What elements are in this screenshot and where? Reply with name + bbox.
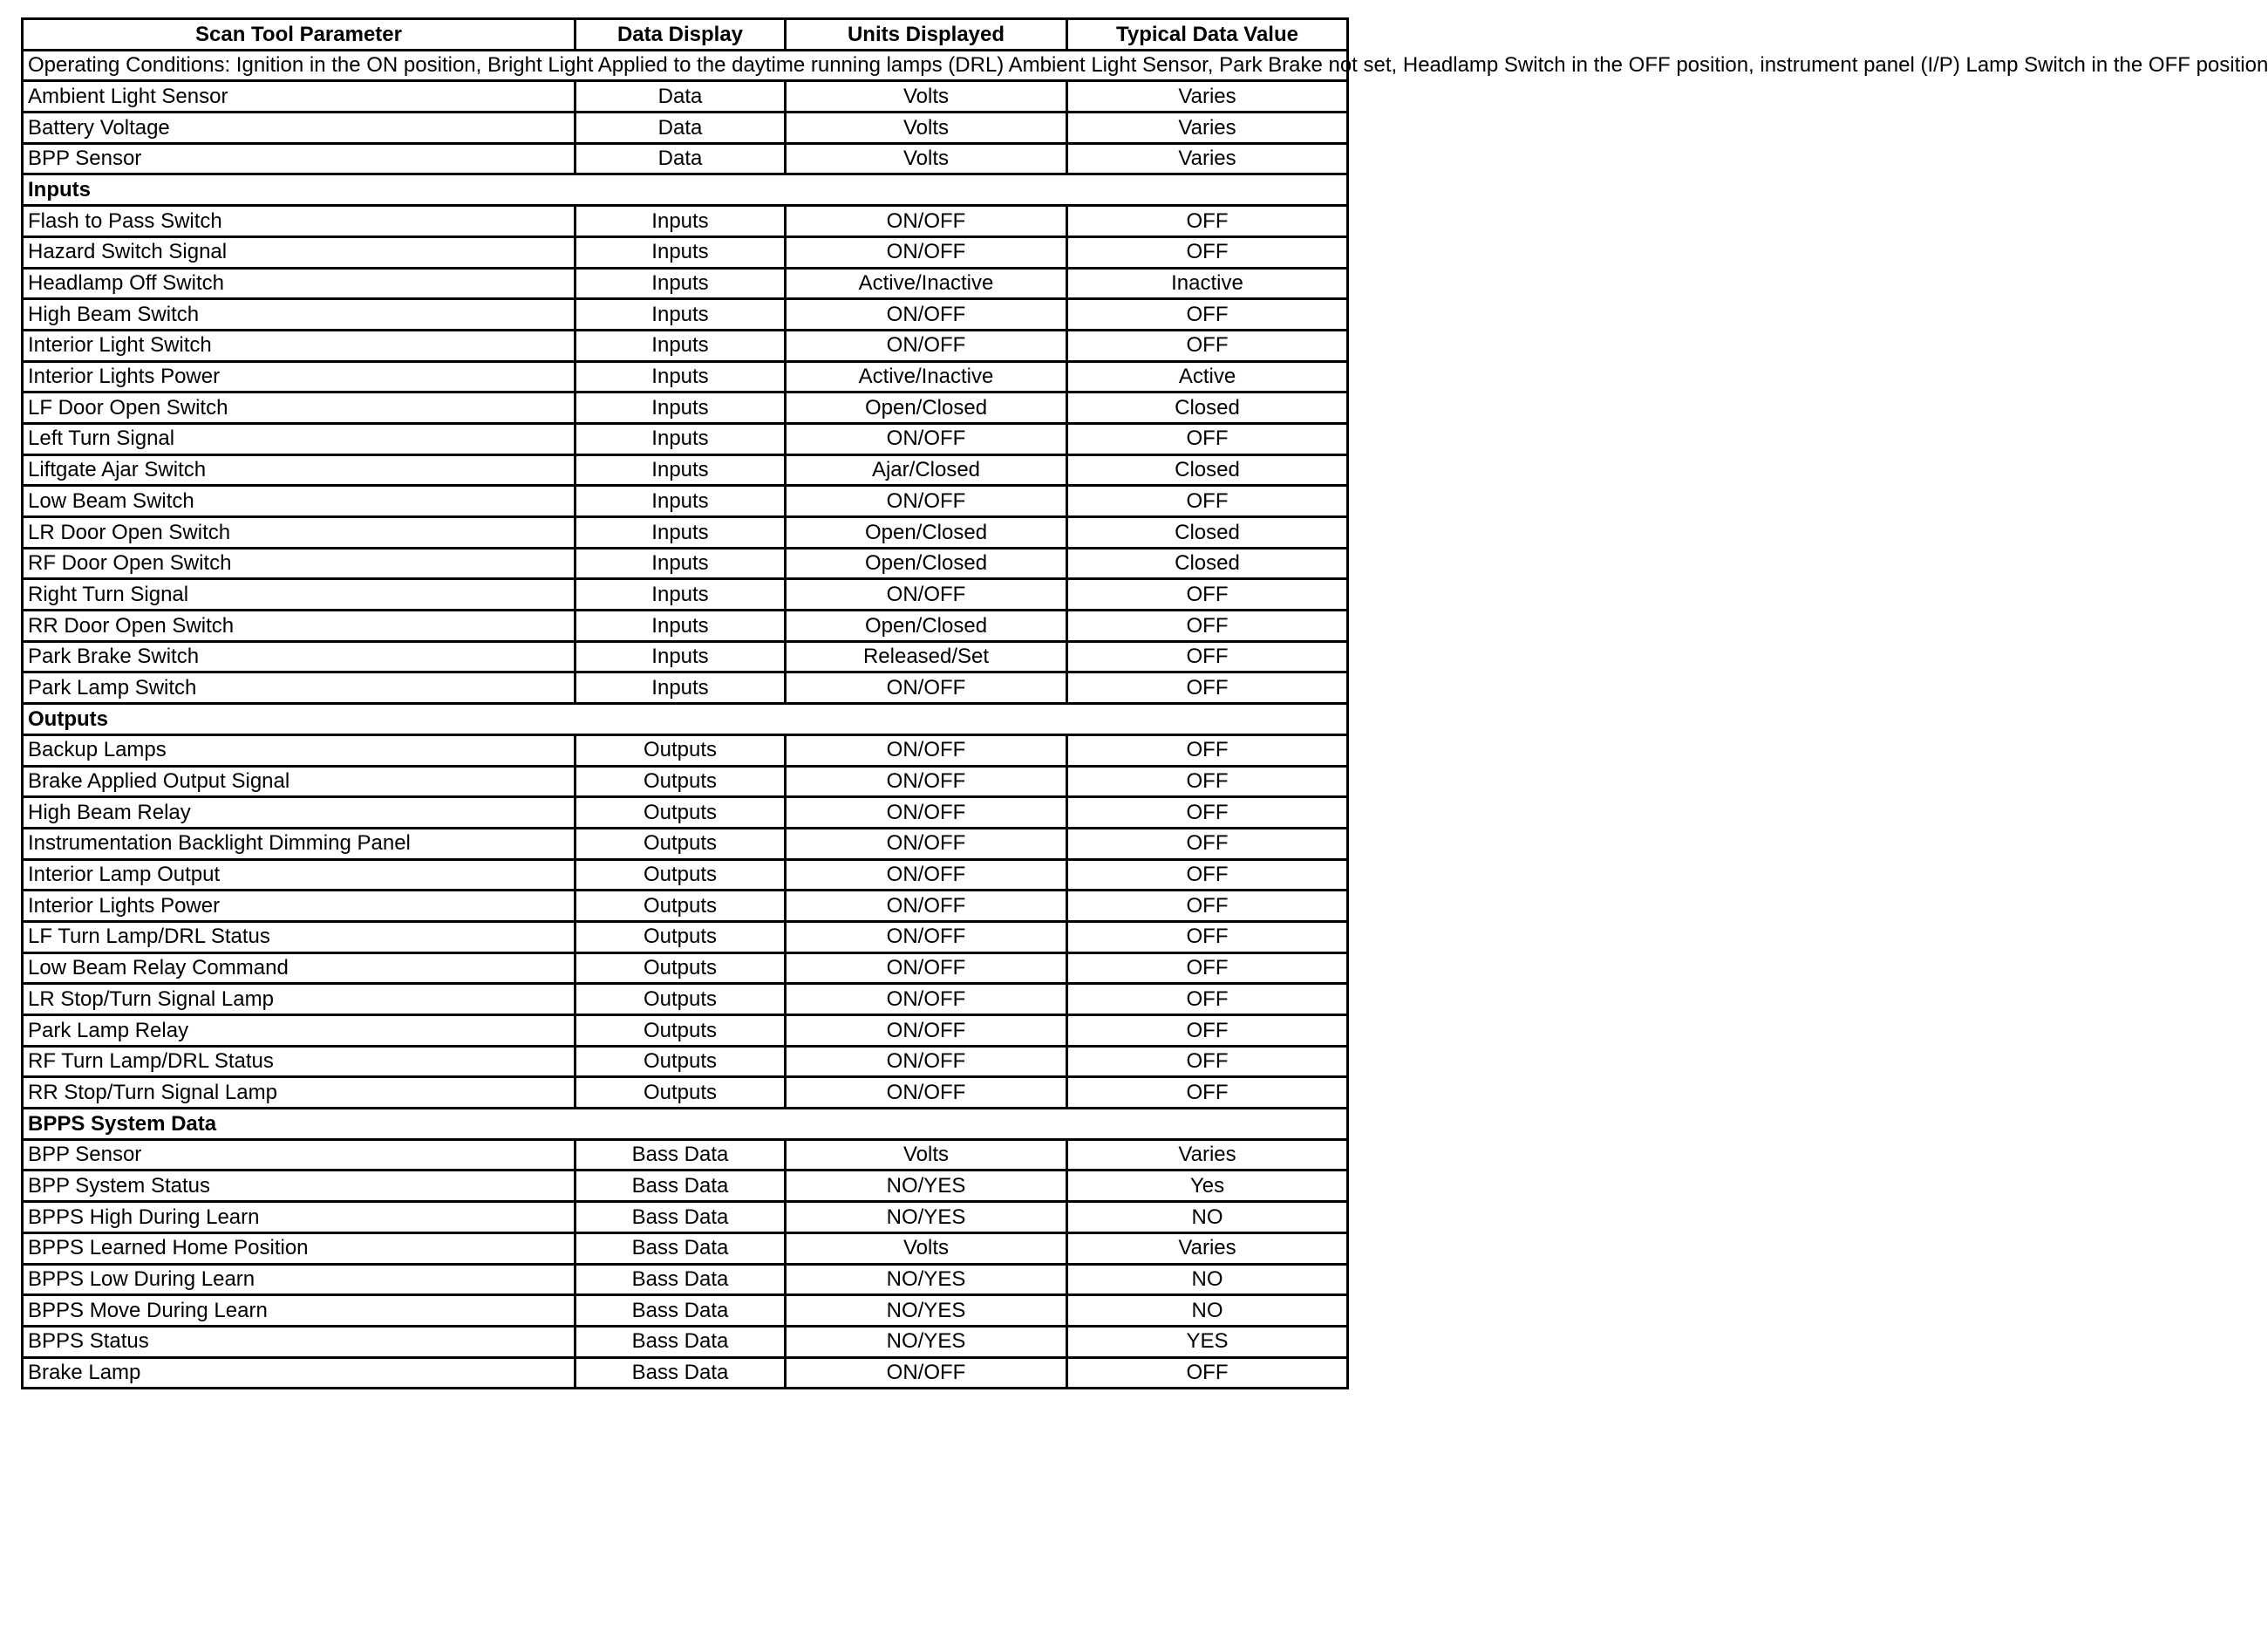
parameter-cell: Interior Lights Power <box>23 361 576 392</box>
table-row <box>23 766 1348 797</box>
parameter-cell: BPP Sensor <box>23 1139 576 1171</box>
data-display-cell: Outputs <box>576 1046 786 1077</box>
typical-value-cell: Varies <box>1067 1232 1348 1264</box>
units-cell: Open/Closed <box>786 611 1067 642</box>
units-cell: Volts <box>786 113 1067 144</box>
parameter-cell: Headlamp Off Switch <box>23 268 576 299</box>
data-display-cell: Inputs <box>576 548 786 579</box>
data-display-cell: Data <box>576 143 786 174</box>
typical-value-cell: Active <box>1067 361 1348 392</box>
units-cell: ON/OFF <box>786 423 1067 454</box>
table-row <box>23 81 1348 113</box>
table-row <box>23 236 1348 268</box>
units-cell: ON/OFF <box>786 206 1067 237</box>
parameter-cell: Right Turn Signal <box>23 579 576 611</box>
table-row <box>23 1326 1348 1357</box>
data-display-cell: Outputs <box>576 1077 786 1109</box>
parameter-cell: Low Beam Relay Command <box>23 952 576 984</box>
units-cell: NO/YES <box>786 1171 1067 1202</box>
table-body <box>23 50 2268 1389</box>
section-label: Inputs <box>23 174 1348 206</box>
data-display-cell: Inputs <box>576 672 786 704</box>
table-row <box>23 486 1348 517</box>
data-display-cell: Bass Data <box>576 1202 786 1233</box>
table-row <box>23 1077 1348 1109</box>
units-cell: Open/Closed <box>786 392 1067 424</box>
parameter-cell: Interior Light Switch <box>23 330 576 361</box>
operating-conditions: Operating Conditions: Ignition in the ON position, Bright Light Applied to the daytime running lamps (DRL) Ambient Light Sensor, Park Brake not set, Headlamp Switch in the OFF position, instrument panel (I/P) Lamp Switch in the OFF position <box>23 50 1348 81</box>
section-header-row <box>23 174 1348 206</box>
parameter-cell: BPPS Status <box>23 1326 576 1357</box>
table-row <box>23 859 1348 891</box>
parameter-cell: RR Stop/Turn Signal Lamp <box>23 1077 576 1109</box>
table-row <box>23 361 1348 392</box>
units-cell: ON/OFF <box>786 1015 1067 1047</box>
parameter-cell: Backup Lamps <box>23 734 576 766</box>
header-row <box>23 19 1348 51</box>
data-display-cell: Inputs <box>576 268 786 299</box>
typical-value-cell: OFF <box>1067 766 1348 797</box>
typical-value-cell: Yes <box>1067 1171 1348 1202</box>
typical-value-cell: OFF <box>1067 330 1348 361</box>
data-display-cell: Inputs <box>576 299 786 331</box>
typical-value-cell: OFF <box>1067 579 1348 611</box>
typical-value-cell: OFF <box>1067 921 1348 952</box>
section-label: Outputs <box>23 704 1348 735</box>
header-units-displayed: Units Displayed <box>786 19 1067 51</box>
table-row <box>23 517 1348 549</box>
table-row <box>23 330 1348 361</box>
table-row <box>23 1202 1348 1233</box>
data-display-cell: Outputs <box>576 734 786 766</box>
units-cell: ON/OFF <box>786 672 1067 704</box>
typical-value-cell: OFF <box>1067 299 1348 331</box>
table-row <box>23 734 1348 766</box>
parameter-cell: BPPS Learned Home Position <box>23 1232 576 1264</box>
data-display-cell: Inputs <box>576 236 786 268</box>
units-cell: ON/OFF <box>786 828 1067 859</box>
units-cell: ON/OFF <box>786 891 1067 922</box>
data-display-cell: Inputs <box>576 361 786 392</box>
typical-value-cell: OFF <box>1067 797 1348 829</box>
typical-value-cell: OFF <box>1067 891 1348 922</box>
data-display-cell: Data <box>576 113 786 144</box>
units-cell: ON/OFF <box>786 1357 1067 1389</box>
table-row <box>23 1357 1348 1389</box>
typical-value-cell: Varies <box>1067 1139 1348 1171</box>
units-cell: ON/OFF <box>786 236 1067 268</box>
typical-value-cell: OFF <box>1067 611 1348 642</box>
section-label: BPPS System Data <box>23 1109 1348 1140</box>
table-row <box>23 672 1348 704</box>
data-display-cell: Inputs <box>576 206 786 237</box>
data-display-cell: Outputs <box>576 921 786 952</box>
table-row <box>23 1232 1348 1264</box>
data-display-cell: Inputs <box>576 517 786 549</box>
units-cell: NO/YES <box>786 1202 1067 1233</box>
table-row <box>23 828 1348 859</box>
parameter-cell: BPPS High During Learn <box>23 1202 576 1233</box>
typical-value-cell: Closed <box>1067 548 1348 579</box>
typical-value-cell: Varies <box>1067 81 1348 113</box>
table-row <box>23 143 1348 174</box>
header-scan-tool-parameter: Scan Tool Parameter <box>23 19 576 51</box>
parameter-cell: Ambient Light Sensor <box>23 81 576 113</box>
parameter-cell: Park Lamp Switch <box>23 672 576 704</box>
parameter-cell: LR Door Open Switch <box>23 517 576 549</box>
typical-value-cell: OFF <box>1067 486 1348 517</box>
operating-conditions-row <box>23 50 1348 81</box>
units-cell: ON/OFF <box>786 766 1067 797</box>
table-row <box>23 1171 1348 1202</box>
data-display-cell: Bass Data <box>576 1295 786 1327</box>
units-cell: ON/OFF <box>786 1077 1067 1109</box>
parameter-cell: Instrumentation Backlight Dimming Panel <box>23 828 576 859</box>
units-cell: NO/YES <box>786 1295 1067 1327</box>
typical-value-cell: OFF <box>1067 734 1348 766</box>
data-display-cell: Inputs <box>576 486 786 517</box>
header-data-display: Data Display <box>576 19 786 51</box>
typical-value-cell: NO <box>1067 1264 1348 1295</box>
parameter-cell: Low Beam Switch <box>23 486 576 517</box>
typical-value-cell: Closed <box>1067 517 1348 549</box>
table-row <box>23 921 1348 952</box>
data-display-cell: Outputs <box>576 952 786 984</box>
typical-value-cell: Closed <box>1067 392 1348 424</box>
data-display-cell: Outputs <box>576 859 786 891</box>
units-cell: ON/OFF <box>786 952 1067 984</box>
typical-value-cell: OFF <box>1067 952 1348 984</box>
parameter-cell: BPPS Low During Learn <box>23 1264 576 1295</box>
data-display-cell: Outputs <box>576 766 786 797</box>
table-row <box>23 392 1348 424</box>
typical-value-cell: OFF <box>1067 984 1348 1015</box>
typical-value-cell: OFF <box>1067 859 1348 891</box>
units-cell: ON/OFF <box>786 921 1067 952</box>
data-display-cell: Outputs <box>576 984 786 1015</box>
parameter-cell: RR Door Open Switch <box>23 611 576 642</box>
data-display-cell: Outputs <box>576 797 786 829</box>
table-row <box>23 1139 1348 1171</box>
table-row <box>23 1046 1348 1077</box>
units-cell: ON/OFF <box>786 984 1067 1015</box>
data-display-cell: Inputs <box>576 330 786 361</box>
units-cell: NO/YES <box>786 1326 1067 1357</box>
data-display-cell: Bass Data <box>576 1326 786 1357</box>
section-header-row <box>23 704 1348 735</box>
typical-value-cell: OFF <box>1067 423 1348 454</box>
table-row <box>23 454 1348 486</box>
units-cell: Volts <box>786 1232 1067 1264</box>
typical-value-cell: OFF <box>1067 1046 1348 1077</box>
table-row <box>23 1295 1348 1327</box>
parameter-cell: LR Stop/Turn Signal Lamp <box>23 984 576 1015</box>
data-display-cell: Inputs <box>576 641 786 672</box>
section-header-row <box>23 1109 1348 1140</box>
typical-value-cell: Varies <box>1067 113 1348 144</box>
data-display-cell: Data <box>576 81 786 113</box>
data-display-cell: Bass Data <box>576 1232 786 1264</box>
parameter-cell: High Beam Switch <box>23 299 576 331</box>
parameter-cell: Park Brake Switch <box>23 641 576 672</box>
table-row <box>23 268 1348 299</box>
data-display-cell: Inputs <box>576 423 786 454</box>
data-display-cell: Outputs <box>576 1015 786 1047</box>
data-display-cell: Outputs <box>576 891 786 922</box>
data-display-cell: Bass Data <box>576 1357 786 1389</box>
parameter-cell: LF Door Open Switch <box>23 392 576 424</box>
parameter-cell: Interior Lamp Output <box>23 859 576 891</box>
typical-value-cell: NO <box>1067 1295 1348 1327</box>
units-cell: Released/Set <box>786 641 1067 672</box>
units-cell: NO/YES <box>786 1264 1067 1295</box>
typical-value-cell: OFF <box>1067 641 1348 672</box>
units-cell: ON/OFF <box>786 330 1067 361</box>
parameter-cell: Battery Voltage <box>23 113 576 144</box>
table-row <box>23 299 1348 331</box>
units-cell: Active/Inactive <box>786 268 1067 299</box>
typical-value-cell: Varies <box>1067 143 1348 174</box>
typical-value-cell: OFF <box>1067 1357 1348 1389</box>
typical-value-cell: NO <box>1067 1202 1348 1233</box>
table-row <box>23 1264 1348 1295</box>
table-row <box>23 611 1348 642</box>
table-row <box>23 548 1348 579</box>
typical-value-cell: OFF <box>1067 828 1348 859</box>
table-row <box>23 579 1348 611</box>
data-display-cell: Bass Data <box>576 1264 786 1295</box>
parameter-cell: BPPS Move During Learn <box>23 1295 576 1327</box>
data-display-cell: Inputs <box>576 611 786 642</box>
typical-value-cell: OFF <box>1067 206 1348 237</box>
table-row <box>23 206 1348 237</box>
typical-value-cell: OFF <box>1067 672 1348 704</box>
table-row <box>23 891 1348 922</box>
units-cell: ON/OFF <box>786 1046 1067 1077</box>
typical-value-cell: OFF <box>1067 1077 1348 1109</box>
data-display-cell: Outputs <box>576 828 786 859</box>
units-cell: Active/Inactive <box>786 361 1067 392</box>
units-cell: ON/OFF <box>786 299 1067 331</box>
table-row <box>23 641 1348 672</box>
table-row <box>23 984 1348 1015</box>
units-cell: Volts <box>786 143 1067 174</box>
typical-value-cell: Inactive <box>1067 268 1348 299</box>
parameter-cell: Liftgate Ajar Switch <box>23 454 576 486</box>
units-cell: ON/OFF <box>786 734 1067 766</box>
units-cell: Volts <box>786 81 1067 113</box>
units-cell: ON/OFF <box>786 486 1067 517</box>
data-display-cell: Inputs <box>576 579 786 611</box>
units-cell: ON/OFF <box>786 579 1067 611</box>
typical-value-cell: OFF <box>1067 1015 1348 1047</box>
parameter-cell: BPP Sensor <box>23 143 576 174</box>
typical-value-cell: YES <box>1067 1326 1348 1357</box>
parameter-cell: Flash to Pass Switch <box>23 206 576 237</box>
parameter-cell: Hazard Switch Signal <box>23 236 576 268</box>
typical-value-cell: Closed <box>1067 454 1348 486</box>
data-display-cell: Inputs <box>576 454 786 486</box>
parameter-cell: High Beam Relay <box>23 797 576 829</box>
parameter-cell: Brake Applied Output Signal <box>23 766 576 797</box>
parameter-cell: LF Turn Lamp/DRL Status <box>23 921 576 952</box>
units-cell: ON/OFF <box>786 859 1067 891</box>
data-display-cell: Bass Data <box>576 1171 786 1202</box>
table-row <box>23 113 1348 144</box>
data-display-cell: Bass Data <box>576 1139 786 1171</box>
parameter-cell: Interior Lights Power <box>23 891 576 922</box>
table-row <box>23 952 1348 984</box>
table-row <box>23 423 1348 454</box>
table-row <box>23 1015 1348 1047</box>
units-cell: Open/Closed <box>786 548 1067 579</box>
units-cell: Volts <box>786 1139 1067 1171</box>
units-cell: Ajar/Closed <box>786 454 1067 486</box>
scan-tool-data-table <box>21 17 2268 1389</box>
header-typical-data-value: Typical Data Value <box>1067 19 1348 51</box>
parameter-cell: Brake Lamp <box>23 1357 576 1389</box>
data-display-cell: Inputs <box>576 392 786 424</box>
parameter-cell: RF Door Open Switch <box>23 548 576 579</box>
parameter-cell: Left Turn Signal <box>23 423 576 454</box>
units-cell: ON/OFF <box>786 797 1067 829</box>
units-cell: Open/Closed <box>786 517 1067 549</box>
typical-value-cell: OFF <box>1067 236 1348 268</box>
parameter-cell: RF Turn Lamp/DRL Status <box>23 1046 576 1077</box>
parameter-cell: Park Lamp Relay <box>23 1015 576 1047</box>
parameter-cell: BPP System Status <box>23 1171 576 1202</box>
table-row <box>23 797 1348 829</box>
